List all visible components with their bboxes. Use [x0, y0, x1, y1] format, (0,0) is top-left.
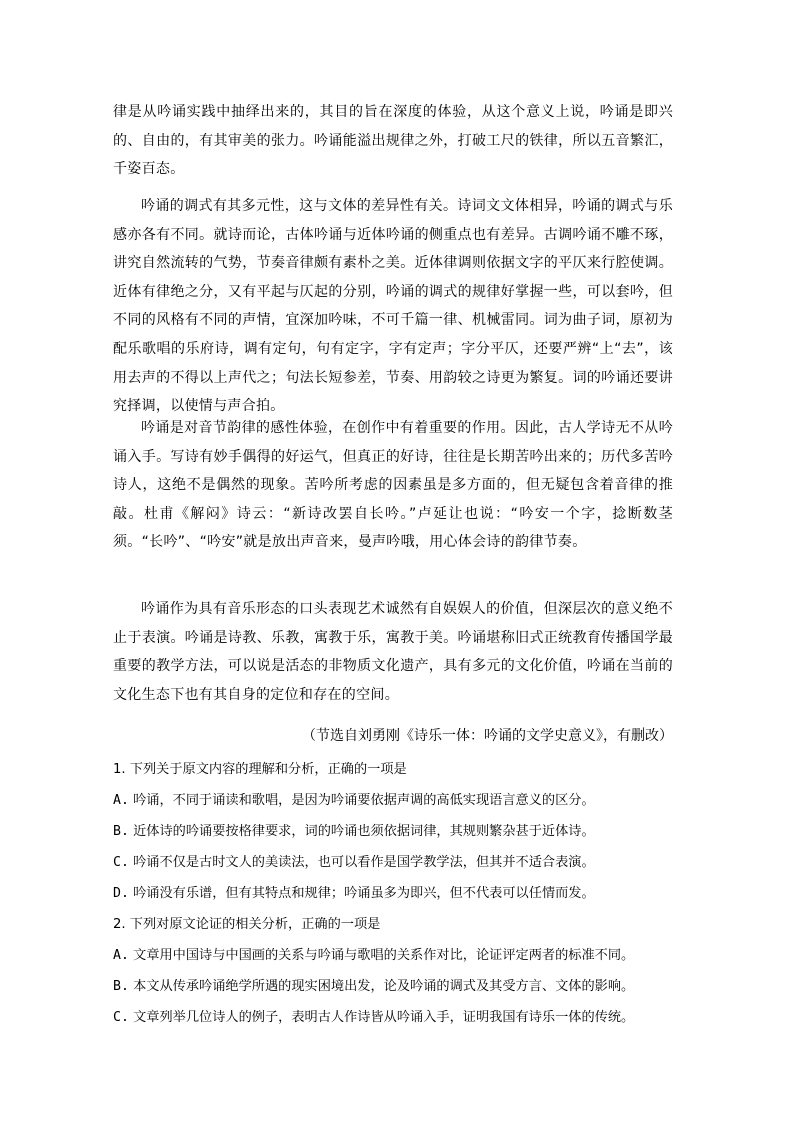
paragraph-3: 吟诵是对音节韵律的感性体验，在创作中有着重要的作用。因此，古人学诗无不从吟诵入手。写诗有妙手偶得的好运气，但真正的好诗，往往是长期苦吟出来的；历代多苦吟诗人，这绝不是偶然的现象。苦吟所考虑的因素虽是多方面的，但无疑包含着音律的推敲。杜甫《解闷》诗云：“新诗改罢自长吟。”卢延让也说：“吟安一个字，捻断数茎须。“长吟”、“吟安”就是放出声音来，曼声吟哦，用心体会诗的韵律节奏。	[113, 420, 673, 551]
question-1-option-a	[113, 791, 683, 811]
question-2-option-b	[113, 977, 683, 997]
option-text: 吟诵，不同于诵读和歌唱，是因为吟诵要依据声调的高低实现语言意义的区分。	[133, 793, 595, 808]
option-label: C.	[113, 855, 129, 870]
question-1-option-d	[113, 884, 683, 904]
question-2-option-a	[113, 946, 683, 966]
question-1-stem: 1. 下列关于原文内容的理解和分析，正确的一项是	[113, 762, 407, 777]
option-label: C.	[113, 1010, 129, 1025]
option-text: 吟诵没有乐谱，但有其特点和规律；吟诵虽多为即兴，但不代表可以任情而发。	[133, 886, 595, 901]
question-2-stem: 2. 下列对原文论证的相关分析，正确的一项是	[113, 917, 381, 932]
paragraph-4: 吟诵作为具有音乐形态的口头表现艺术诚然有自娱娱人的价值，但深层次的意义绝不止于表演。吟诵是诗教、乐教，寓教于乐，寓教于美。吟诵堪称旧式正统教育传播国学最重要的教学方法，可以说是活态的非物质文化遗产，具有多元的文化价值，吟诵在当前的文化生态下也有其自身的定位和存在的空间。	[113, 601, 673, 703]
article-source: （节选自刘勇刚《诗乐一体：吟诵的文学史意义》，有删改）	[302, 728, 673, 744]
option-label: B.	[113, 824, 129, 839]
question-1-option-b	[113, 822, 683, 842]
option-text: 吟诵不仅是古时文人的美读法，也可以看作是国学教学法，但其并不适合表演。	[133, 855, 595, 870]
option-text: 近体诗的吟诵要按格律要求，词的吟诵也须依据词律，其规则繁杂甚于近体诗。	[133, 824, 595, 839]
option-label: A.	[113, 793, 129, 808]
option-text: 本文从传承吟诵绝学所遇的现实困境出发，论及吟诵的调式及其受方言、文体的影响。	[133, 979, 635, 994]
question-1-option-c	[113, 853, 683, 873]
option-label: D.	[113, 886, 129, 901]
option-text: 文章列举几位诗人的例子，表明古人作诗皆从吟诵入手，证明我国有诗乐一体的传统。	[133, 1010, 635, 1025]
paragraph-1: 律是从吟诵实践中抽绎出来的，其目的旨在深度的体验，从这个意义上说，吟诵是即兴的、自由的，有其审美的张力。吟诵能溢出规律之外，打破工尺的铁律，所以五音繁汇，千姿百态。	[113, 104, 673, 178]
option-label: A.	[113, 948, 129, 963]
option-label: B.	[113, 979, 129, 994]
question-2-option-c	[113, 1008, 683, 1028]
paragraph-2: 吟诵的调式有其多元性，这与文体的差异性有关。诗词文文体相异，吟诵的调式与乐感亦各有不同。就诗而论，古体吟诵与近体吟诵的侧重点也有差异。古调吟诵不雕不琢，讲究自然流转的气势，节奏音律颇有素朴之美。近体律调则依据文字的平仄来行腔使调。近体有律绝之分，又有平起与仄起的分别，吟诵的调式的规律好掌握一些，可以套吟，但不同的风格有不同的声情，宜深加吟味，不可千篇一律、机械雷同。词为曲子词，原初为配乐歌唱的乐府诗，调有定句，句有定字，字有定声；字分平仄，还要严辨“上“去”，该用去声的不得以上声代之；句法长短参差，节奏、用韵较之诗更为繁复。词的吟诵还要讲究择调，以使情与声合拍。	[113, 198, 673, 415]
option-text: 文章用中国诗与中国画的关系与吟诵与歌唱的关系作对比，论证评定两者的标准不同。	[133, 948, 635, 963]
